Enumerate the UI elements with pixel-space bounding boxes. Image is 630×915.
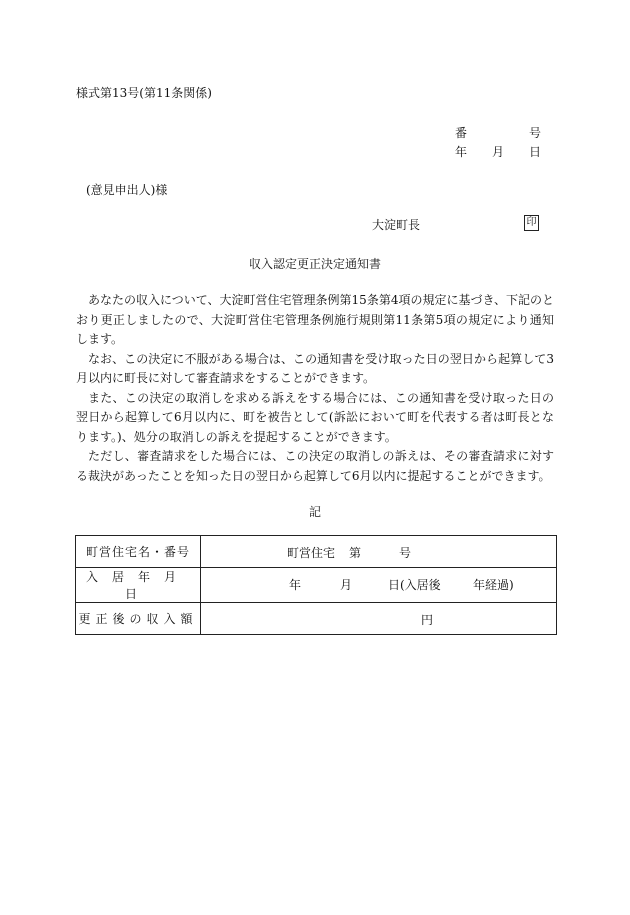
- year-cell: 年: [289, 578, 302, 592]
- paragraph-1: あなたの収入について、大淀町営住宅管理条例第15条第4項の規定に基づき、下記のとおり更正しましたので、大淀町営住宅管理条例施行規則第11条第5項の規定により通知します。: [76, 293, 554, 346]
- number-prefix: 第: [349, 546, 362, 560]
- revised-income-value: [201, 603, 557, 635]
- year-label: 年: [455, 145, 468, 159]
- move-in-date-label: 入居年月日: [76, 568, 201, 603]
- seal-icon: 印: [524, 215, 539, 231]
- details-table: [75, 535, 557, 635]
- sender-name: 大淀町長: [372, 218, 421, 232]
- number-suffix-cell: 号: [399, 546, 412, 560]
- table-row: [76, 536, 557, 568]
- housing-name-label: 町営住宅名・番号: [76, 536, 201, 568]
- paragraph-3: また、この決定の取消しを求める訴えをする場合には、この通知書を受け取った日の翌日から起算して6月以内に、町を被告として(訴訟において町を代表する者は町長となります。)、処分の取消しの訴えを提起することができます。: [76, 390, 554, 444]
- revised-income-label: 更正後の収入額: [76, 603, 201, 635]
- addressee: (意見申出人)様: [86, 183, 168, 197]
- document-number-line: [455, 124, 541, 141]
- day-label: 日: [528, 145, 541, 159]
- body-text: [76, 291, 554, 486]
- years-elapsed-cell: 年経過): [473, 578, 514, 592]
- housing-name-value: [201, 536, 557, 568]
- number-label: 番: [455, 126, 468, 140]
- date-line: [455, 143, 541, 160]
- move-in-date-value: [201, 568, 557, 603]
- paragraph-2: なお、この決定に不服がある場合は、この通知書を受け取った日の翌日から起算して3月以内に町長に対して審査請求をすることができます。: [76, 351, 554, 385]
- number-suffix: 号: [528, 126, 541, 140]
- form-number: 様式第13号(第11条関係): [76, 86, 212, 100]
- day-cell: 日(入居後: [388, 578, 441, 592]
- table-row: [76, 603, 557, 635]
- table-row: [76, 568, 557, 603]
- month-label: 月: [491, 145, 504, 159]
- document-title: 収入認定更正決定通知書: [248, 257, 381, 271]
- paragraph-4: ただし、審査請求をした場合には、この決定の取消しの訴えは、その審査請求に対する裁決があったことを知った日の翌日から起算して6月以内に提起することができます。: [76, 449, 554, 483]
- month-cell: 月: [340, 578, 353, 592]
- yen-cell: 円: [421, 613, 434, 627]
- ki-heading: 記: [308, 505, 321, 519]
- housing-label: 町営住宅: [287, 546, 336, 560]
